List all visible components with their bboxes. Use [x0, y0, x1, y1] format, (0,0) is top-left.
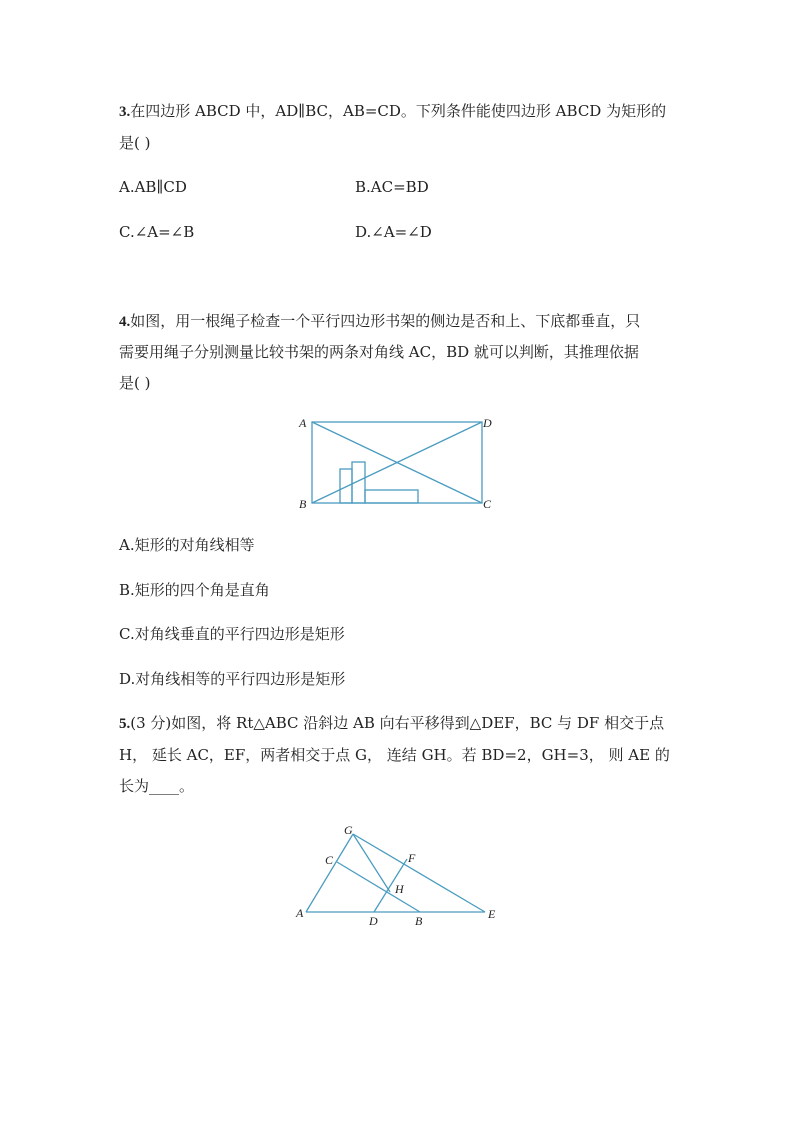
book-3: [365, 490, 418, 503]
q3-option-d: D.∠A=∠D: [355, 223, 432, 241]
label-g: G: [344, 823, 353, 837]
q5-stem-text: (3 分)如图，将 Rt△ABC 沿斜边 AB 向右平移得到△DEF，BC 与 DF 相交于点: [130, 714, 665, 732]
q4-number: 4.: [119, 314, 131, 330]
segment-ge: [353, 834, 485, 912]
q4-option-c: C.对角线垂直的平行四边形是矩形: [119, 625, 345, 643]
q5-stem-line1: [119, 713, 664, 734]
q3-option-a: A.AB∥CD: [119, 178, 187, 196]
label-c: C: [325, 853, 334, 867]
q3-option-c: C.∠A=∠B: [119, 223, 195, 241]
q3-option-b: B.AC=BD: [355, 178, 429, 196]
label-d: D: [369, 914, 378, 928]
q4-stem-line3: 是( ): [119, 374, 151, 392]
label-a: A: [296, 906, 304, 920]
q4-stem-text: 如图，用一根绳子检查一个平行四边形书架的侧边是否和上、下底都垂直，只: [130, 312, 641, 330]
q4-stem-line1: [119, 311, 640, 332]
label-d: D: [483, 416, 492, 430]
label-e: E: [488, 907, 496, 921]
q4-option-d: D.对角线相等的平行四边形是矩形: [119, 670, 346, 688]
q5-stem-line3: 长为____。: [119, 777, 195, 795]
label-a: A: [299, 416, 307, 430]
label-f: F: [408, 851, 416, 865]
book-1: [340, 469, 352, 503]
segment-ag: [306, 834, 353, 912]
q3-stem-text: 在四边形 ABCD 中，AD∥BC，AB=CD。下列条件能使四边形 ABCD 为矩形的: [130, 102, 667, 120]
q3-number: 3.: [119, 104, 131, 120]
q3-stem-line1: [119, 101, 666, 122]
q3-stem-line2: 是( ): [119, 134, 151, 152]
q4-option-b: B.矩形的四个角是直角: [119, 581, 270, 599]
q4-option-a: A.矩形的对角线相等: [119, 536, 255, 554]
q5-number: 5.: [119, 716, 131, 732]
label-b: B: [299, 497, 307, 511]
q4-stem-line2: 需要用绳子分别测量比较书架的两条对角线 AC，BD 就可以判断，其推理依据: [119, 343, 639, 361]
q5-stem-line2: H， 延长 AC，EF，两者相交于点 G， 连结 GH。若 BD=2，GH=3， 则 AE 的: [119, 746, 670, 764]
translation-triangle-figure: [290, 820, 505, 930]
label-c: C: [483, 497, 492, 511]
label-h: H: [395, 882, 404, 896]
bookshelf-rectangle-figure: [290, 408, 500, 518]
label-b: B: [415, 914, 423, 928]
